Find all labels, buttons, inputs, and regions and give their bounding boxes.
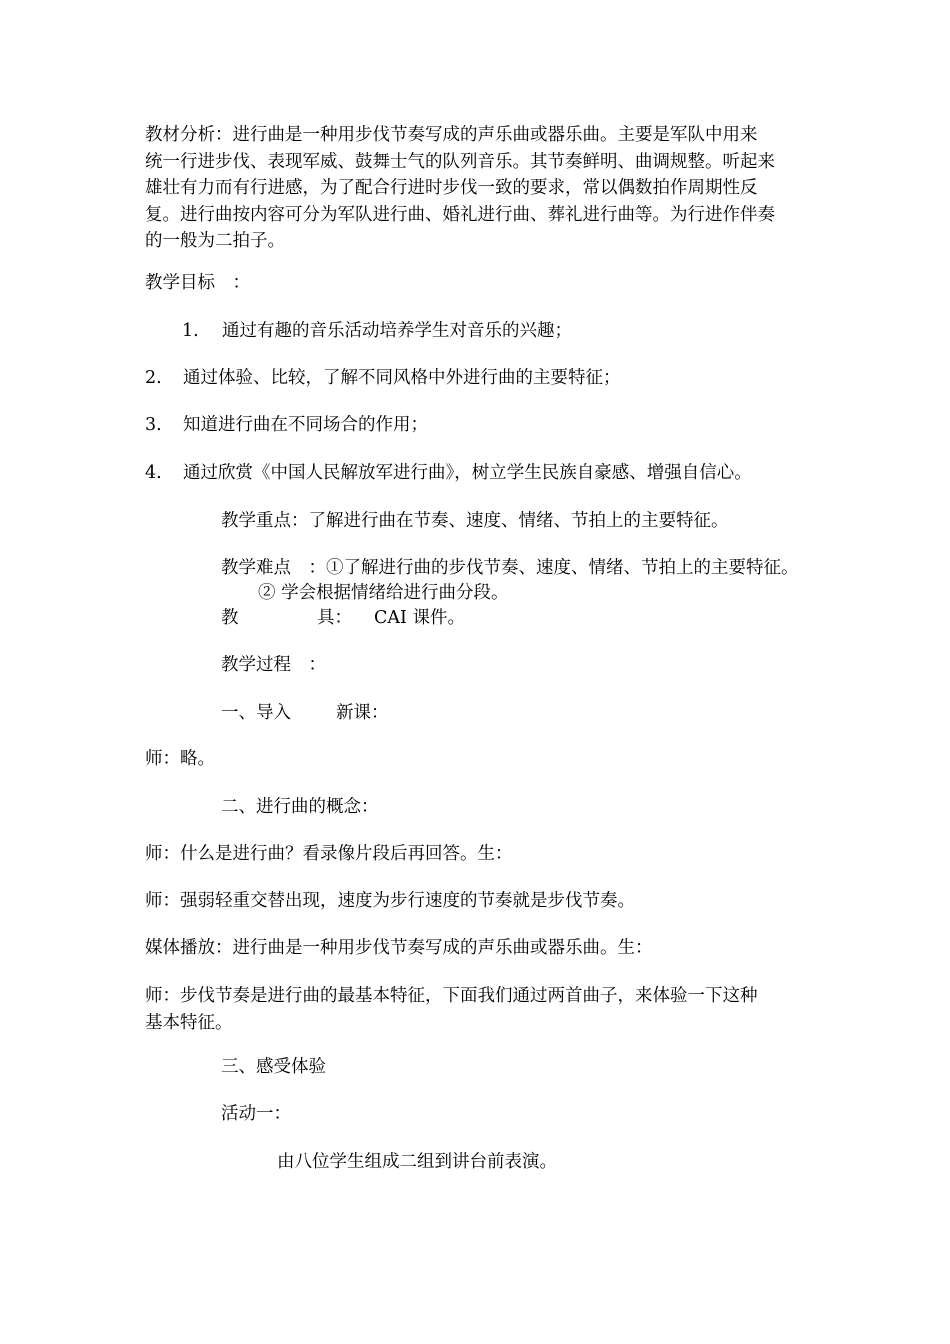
analysis-paragraph [145, 122, 825, 255]
analysis-line: 复。进行曲按内容可分为军队进行曲、婚礼进行曲、葬礼进行曲等。为行进作伴奏 [145, 204, 775, 225]
teacher-paragraph-4 [145, 983, 825, 1036]
analysis-line: 的一般为二拍子。 [145, 231, 285, 251]
goal-number: 3. [145, 415, 162, 435]
teacher-line-4a: 师：步伐节奏是进行曲的最基本特征，下面我们通过两首曲子，来体验一下这种 [145, 986, 758, 1006]
teacher-line-1: 师：略。 [145, 749, 215, 769]
goal-number: 1. [182, 321, 199, 341]
difficulty-line-1 [221, 555, 799, 581]
goal-text: 通过体验、比较，了解不同风格中外进行曲的主要特征； [183, 368, 621, 388]
teacher-line-3: 师：强弱轻重交替出现，速度为步行速度的节奏就是步伐节奏。 [145, 891, 635, 911]
tools-line [221, 605, 465, 631]
analysis-line: 教材分析：进行曲是一种用步伐节奏写成的声乐曲或器乐曲。主要是军队中用来 [145, 125, 758, 145]
section-2-heading: 二、进行曲的概念： [221, 797, 379, 817]
section-1-label: 一、导入 [221, 703, 291, 723]
activity-1-text: 由八位学生组成二组到讲台前表演。 [277, 1152, 557, 1172]
goal-text: 知道进行曲在不同场合的作用； [183, 415, 428, 435]
section-3-heading: 三、感受体验 [221, 1057, 326, 1077]
goal-text: 通过欣赏《中国人民解放军进行曲》，树立学生民族自豪感、增强自信心。 [183, 463, 752, 483]
difficulty-text: ①了解进行曲的步伐节奏、速度、情绪、节拍上的主要特征。 [326, 558, 799, 578]
goal-number: 2. [145, 368, 162, 388]
goal-item-2 [145, 365, 621, 391]
difficulty-line-2: ② 学会根据情绪给进行曲分段。 [258, 583, 509, 603]
goal-text: 通过有趣的音乐活动培养学生对音乐的兴趣； [222, 321, 572, 341]
section-1-heading [221, 700, 389, 726]
tools-label-a: 教 [221, 608, 239, 628]
goal-item-4 [145, 460, 752, 486]
media-line: 媒体播放：进行曲是一种用步伐节奏写成的声乐曲或器乐曲。生： [145, 938, 653, 958]
analysis-line: 统一行进步伐、表现军威、鼓舞士气的队列音乐。其节奏鲜明、曲调规整。听起来 [145, 151, 775, 172]
analysis-line: 雄壮有力而有行进感，为了配合行进时步伐一致的要求，常以偶数拍作周期性反 [145, 178, 758, 198]
goal-item-1 [182, 318, 572, 344]
activity-1-heading: 活动一： [221, 1104, 291, 1124]
teacher-line-4b: 基本特征。 [145, 1012, 233, 1033]
difficulty-label: 教学难点 ： [221, 558, 326, 578]
section-1-title: 新课： [336, 703, 389, 723]
goals-title: 教学目标 ： [145, 273, 250, 293]
tools-value: CAI 课件。 [374, 608, 466, 628]
goal-number: 4. [145, 463, 162, 483]
teacher-line-2: 师：什么是进行曲？看录像片段后再回答。生： [145, 844, 513, 864]
key-point: 教学重点：了解进行曲在节奏、速度、情绪、节拍上的主要特征。 [221, 511, 729, 531]
tools-label-b: 具： [317, 608, 352, 628]
goal-item-3 [145, 412, 428, 438]
process-title: 教学过程 ： [221, 655, 326, 675]
